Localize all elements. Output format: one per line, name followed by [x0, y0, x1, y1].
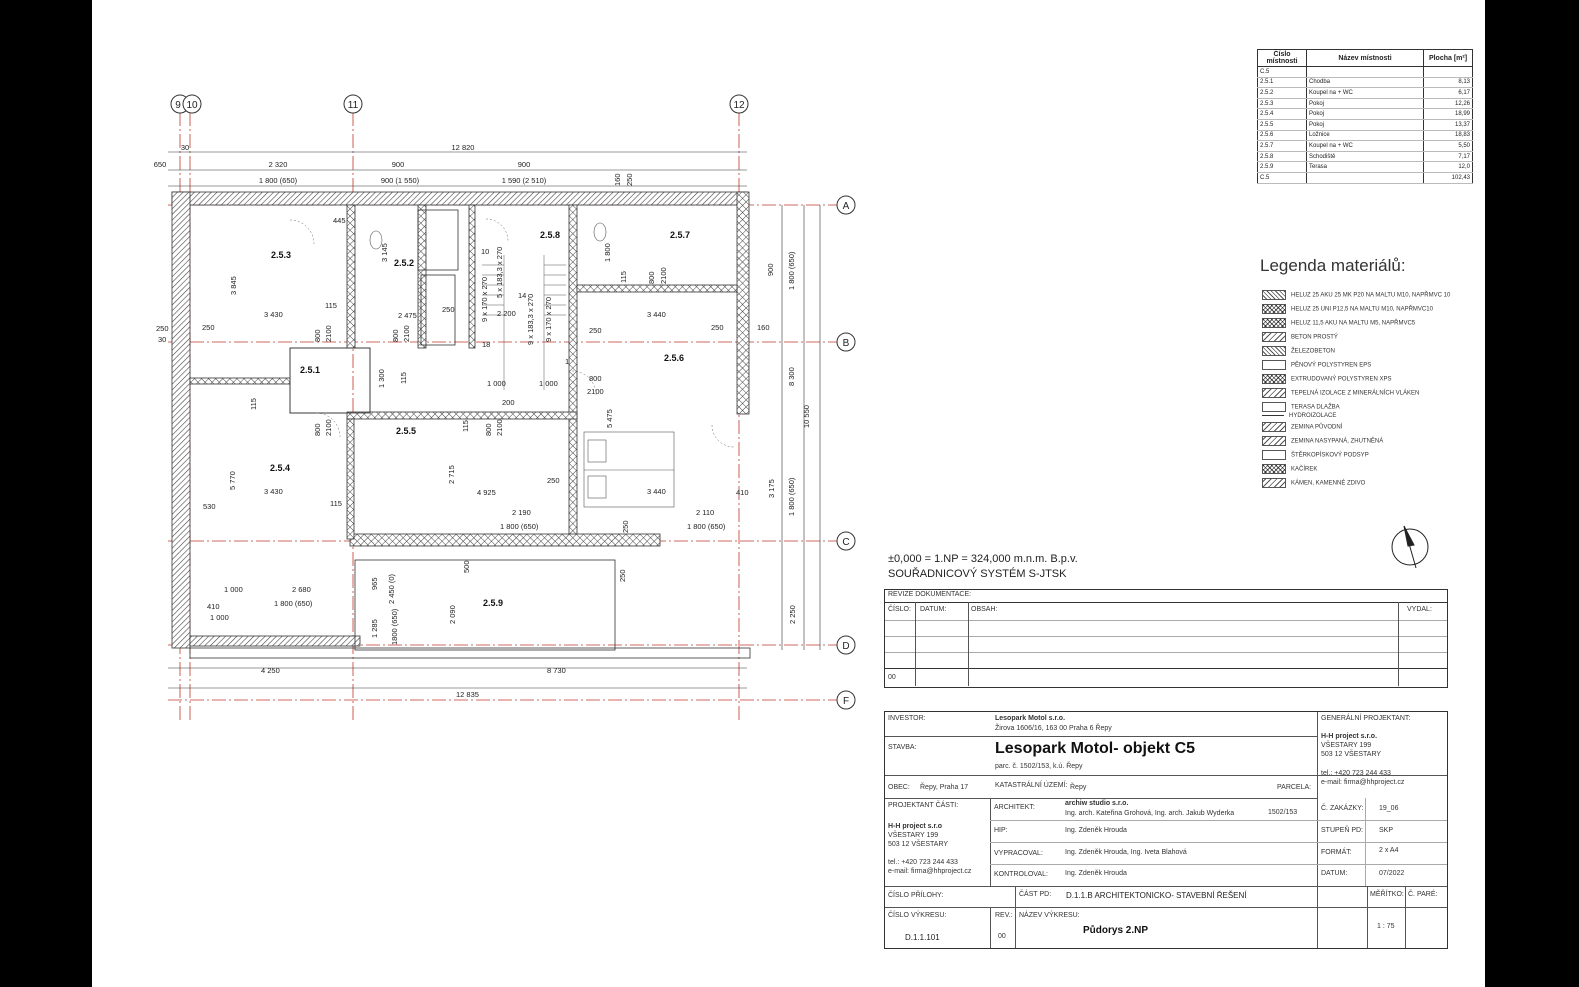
dim-text: 3 440: [647, 310, 666, 319]
format: 2 x A4: [1379, 847, 1399, 854]
section-designer-email: e-mail: firma@hhproject.cz: [888, 868, 972, 875]
dim-text: 30: [180, 143, 190, 152]
general-designer-email: e-mail: firma@hhproject.cz: [1321, 779, 1405, 786]
room-label: 2.5.7: [669, 230, 691, 240]
revision-col-header: VYDAL:: [1407, 606, 1432, 613]
datum-line: ±0,000 = 1.NP = 324,000 m.n.m. B.p.v.: [888, 553, 1078, 565]
general-designer-phone: tel.: +420 723 244 433: [1321, 770, 1391, 777]
room-label: 2.5.1: [299, 365, 321, 375]
investor-label: INVESTOR:: [888, 715, 926, 722]
dim-text: 1 800 (650): [274, 599, 313, 608]
project-label: STAVBA:: [888, 744, 917, 751]
dim-text: 10: [481, 247, 490, 256]
dim-text: 3 440: [647, 487, 666, 496]
dim-text: 5 475: [605, 409, 614, 428]
dim-text: 1 800 (650): [500, 522, 539, 531]
title-block: [884, 711, 1448, 949]
date: 07/2022: [1379, 870, 1405, 877]
room-label: 2.5.6: [663, 353, 685, 363]
parcel-number: 1502/153: [1268, 809, 1298, 816]
dim-text: 9 x 183,3 x 270: [526, 293, 535, 345]
legend-title: Legenda materiálů:: [1260, 256, 1406, 275]
dim-text: 900: [517, 160, 531, 169]
table-cell: 2.5.6: [1258, 130, 1307, 141]
dim-text: 900: [391, 160, 405, 169]
dim-text: 2100: [587, 387, 604, 396]
revision-table: [884, 589, 1448, 688]
table-row: [1258, 77, 1473, 88]
dim-text: 445: [333, 216, 346, 225]
copy-label: Č. PARÉ:: [1408, 891, 1438, 898]
dim-text: 3 175: [767, 479, 776, 498]
dim-text: 115: [461, 420, 470, 432]
dim-text: 1 800 (650): [787, 477, 796, 516]
revision-number: 00: [888, 674, 896, 681]
table-cell: Pokoj: [1307, 98, 1424, 109]
table-cell: 2.5.2: [1258, 88, 1307, 99]
dim-text: 250: [547, 476, 560, 485]
dim-text: 115: [249, 398, 258, 410]
section-designer-label: PROJEKTANT ČÁSTI:: [888, 802, 959, 809]
architect-people: Ing. arch. Kateřina Grohová, Ing. arch. Jakub Wyderka: [1065, 810, 1235, 817]
parcel-info: parc. č. 1502/153, k.ú. Řepy: [995, 763, 1083, 770]
dim-text: 410: [207, 602, 220, 611]
legend-item: ZEMINA NASYPANÁ, ZHUTNĚNÁ: [1262, 436, 1383, 446]
checked-by: Ing. Zdeněk Hrouda: [1065, 870, 1127, 877]
furniture: [370, 223, 674, 507]
general-designer-address: VŠESTARY 199: [1321, 742, 1372, 749]
drawing-number-label: ČÍSLO VÝKRESU:: [888, 912, 947, 919]
dim-text: 3 845: [229, 276, 238, 295]
dim-text: 115: [399, 372, 408, 384]
grid-label-b: B: [842, 338, 850, 349]
legend-item: KÁMEN, KAMENNÉ ZDIVO: [1262, 478, 1365, 488]
dim-text: 900 (1 550): [380, 176, 420, 185]
drawing-name-label: NÁZEV VÝKRESU:: [1019, 912, 1080, 919]
dim-text: 250: [589, 326, 602, 335]
dim-text: 2100: [495, 419, 504, 436]
dim-text: 250: [625, 173, 634, 186]
dim-text: 9 x 170 x 270: [544, 296, 553, 342]
dim-text: 12 820: [451, 143, 475, 152]
dim-text: 2 200: [497, 309, 516, 318]
dim-text: 800: [484, 423, 493, 436]
stage-label: STUPEŇ PD:: [1321, 827, 1364, 834]
dim-text: 2 190: [512, 508, 531, 517]
dim-text: 2 250: [788, 605, 797, 624]
grid-label-10: 10: [186, 100, 198, 111]
legend-item: BETON PROSTÝ: [1262, 332, 1338, 342]
table-cell: 12,0: [1424, 162, 1473, 173]
dim-text: 250: [621, 520, 630, 533]
part-name: D.1.1.B ARCHITEKTONICKO- STAVEBNÍ ŘEŠENÍ: [1066, 891, 1247, 900]
dim-text: 1 590 (2 510): [501, 176, 547, 185]
drawing-sheet: [92, 0, 1485, 987]
grid-label-d: D: [842, 641, 850, 652]
table-cell: 8,13: [1424, 77, 1473, 88]
table-row: [1258, 162, 1473, 173]
room-label: 2.5.9: [482, 598, 504, 608]
table-cell: 6,17: [1424, 88, 1473, 99]
hip-label: HIP:: [994, 827, 1008, 834]
order-label: Č. ZAKÁZKY:: [1321, 805, 1364, 812]
grid-label-a: A: [842, 201, 850, 212]
dim-text: 800: [313, 329, 322, 342]
dim-text: 900: [766, 263, 775, 276]
walls: [172, 192, 749, 648]
dim-text: 2100: [402, 325, 411, 342]
dim-text: 160: [613, 173, 622, 186]
table-row: [1258, 88, 1473, 99]
format-label: FORMÁT:: [1321, 849, 1352, 856]
table-cell: 2.5.8: [1258, 151, 1307, 162]
dim-text: 5 x 183,3 x 270: [495, 246, 504, 298]
dim-text: 250: [156, 324, 169, 333]
grid-label-11: 11: [347, 100, 359, 111]
dim-text: 8 300: [787, 367, 796, 386]
dim-text: 500: [462, 560, 471, 573]
table-cell: 2.5.1: [1258, 77, 1307, 88]
dim-text: 18: [482, 340, 491, 349]
legend-item: ZEMINA PŮVODNÍ: [1262, 422, 1342, 432]
room-label: 2.5.2: [393, 258, 415, 268]
table-cell: Koupel na + WC: [1307, 88, 1424, 99]
revision-col-header: OBSAH:: [971, 606, 998, 613]
grid-label-f: F: [842, 696, 850, 707]
table-cell: Pokoj: [1307, 109, 1424, 120]
general-designer-address: 503 12 VŠESTARY: [1321, 751, 1382, 758]
investor-name: Lesopark Motol s.r.o.: [995, 715, 1066, 722]
table-row: [1258, 151, 1473, 162]
dim-text: 1 800 (650): [258, 176, 298, 185]
architect-label: ARCHITEKT:: [994, 804, 1035, 811]
legend-item: KAČÍREK: [1262, 464, 1317, 474]
dim-text: 650: [153, 160, 167, 169]
checked-by-label: KONTROLOVAL:: [994, 871, 1048, 878]
table-cell: 13,37: [1424, 119, 1473, 130]
dim-text: 2 090: [448, 605, 457, 624]
project-name: Lesopark Motol- objekt C5: [995, 740, 1196, 757]
dim-text: 2100: [659, 267, 668, 284]
dim-text: 1 800 (650): [687, 522, 726, 531]
table-cell: 2.5.7: [1258, 141, 1307, 152]
part-label: ČÁST PD:: [1019, 891, 1052, 898]
parcel-label: PARCELA:: [1277, 784, 1312, 791]
grid-label-9: 9: [175, 100, 181, 111]
table-cell: Koupel na + WC: [1307, 141, 1424, 152]
room-schedule-table: [1257, 49, 1473, 184]
dim-text: 410: [736, 488, 749, 497]
table-cell: 2.5.3: [1258, 98, 1307, 109]
general-designer-label: GENERÁLNÍ PROJEKTANT:: [1321, 715, 1411, 722]
section-designer-address: VŠESTARY 199: [888, 832, 939, 839]
municipality: Řepy, Praha 17: [920, 784, 969, 791]
dim-text: 115: [325, 301, 337, 310]
drawing-number: D.1.1.101: [905, 933, 940, 942]
dim-text: 1 000: [224, 585, 243, 594]
dim-text: 250: [442, 305, 455, 314]
legend-item: PĚNOVÝ POLYSTYREN EPS: [1262, 360, 1371, 370]
dim-text: 5 770: [228, 471, 237, 490]
dim-text: 2100: [324, 325, 333, 342]
table-cell: 2.5.4: [1258, 109, 1307, 120]
legend-item: EXTRUDOVANÝ POLYSTYREN XPS: [1262, 374, 1391, 384]
dim-text: 2 715: [447, 465, 456, 484]
dim-text: 250: [202, 323, 215, 332]
legend-item: TERASA DLAŽBA: [1262, 402, 1340, 412]
section-designer-phone: tel.: +420 723 244 433: [888, 859, 958, 866]
dim-text: 1 800: [603, 243, 612, 262]
table-cell: Schodiště: [1307, 151, 1424, 162]
dim-text: 14: [518, 291, 527, 300]
general-designer-name: H-H project s.r.o.: [1321, 733, 1378, 740]
grid-label-12: 12: [733, 100, 745, 111]
dim-text: 1 000: [210, 613, 229, 622]
table-cell: C.5: [1258, 67, 1307, 78]
dim-text: 200: [502, 398, 515, 407]
dim-text: 800: [391, 329, 400, 342]
table-cell: 2.5.9: [1258, 162, 1307, 173]
dim-text: 12 835: [456, 690, 479, 699]
table-cell: 12,26: [1424, 98, 1473, 109]
table-cell: 18,99: [1424, 109, 1473, 120]
table-cell: 18,83: [1424, 130, 1473, 141]
room-label: 2.5.3: [270, 250, 292, 260]
table-row: [1258, 98, 1473, 109]
dim-text: 2 680: [292, 585, 311, 594]
revision-label: REV.:: [995, 912, 1013, 919]
room-label: 2.5.4: [269, 463, 291, 473]
room-label: 2.5.8: [539, 230, 561, 240]
dim-text: 3 430: [264, 310, 283, 319]
table-cell: C.5: [1258, 172, 1307, 183]
cadastral-area: Řepy: [1070, 784, 1087, 791]
date-label: DATUM:: [1321, 870, 1348, 877]
table-row: [1258, 119, 1473, 130]
legend-item: HELUZ 11,5 AKU NA MALTU M5, NAPŘMVC5: [1262, 318, 1415, 328]
dim-text: 2 110: [696, 508, 715, 517]
drawn-by: Ing. Zdeněk Hrouda, Ing. Iveta Blahová: [1065, 849, 1187, 856]
dim-text: 30: [158, 335, 167, 344]
dim-text: 8 730: [547, 666, 566, 675]
legend-item: HELUZ 25 UNI P12,5 NA MALTU M10, NAPŘMVC10: [1262, 304, 1433, 314]
legend-item: HELUZ 25 AKU 25 MK P20 NA MALTU M10, NAPŘMVC 10: [1262, 290, 1450, 300]
room-label: 2.5.5: [395, 426, 417, 436]
dim-text: 115: [619, 271, 628, 283]
dim-text: 1 300: [377, 369, 386, 388]
attachment-label: ČÍSLO PŘÍLOHY:: [888, 892, 944, 899]
coordinate-system: SOUŘADNICOVÝ SYSTÉM S-JTSK: [888, 568, 1067, 580]
legend-item: ŠTĚRKOPÍSKOVÝ PODSYP: [1262, 450, 1369, 460]
revision-number: 00: [998, 933, 1006, 940]
section-designer-name: H-H project s.r.o: [888, 823, 943, 830]
investor-address: Žirova 1606/16, 163 00 Praha 6 Řepy: [995, 725, 1112, 732]
dim-text: 2 320: [268, 160, 288, 169]
dim-text: 965: [370, 577, 379, 590]
stage: SKP: [1379, 827, 1394, 834]
cadastral-label: KATASTRÁLNÍ ÚZEMÍ:: [995, 782, 1068, 789]
dim-text: 4 250: [261, 666, 280, 675]
revision-col-header: ČÍSLO:: [888, 606, 911, 613]
col-header: Plocha [m²]: [1424, 50, 1473, 67]
legend-item: TEPELNÁ IZOLACE Z MINERÁLNÍCH VLÁKEN: [1262, 388, 1419, 398]
order-number: 19_06: [1379, 805, 1399, 812]
dim-text: 2 475: [398, 311, 417, 320]
dim-text: 2 450 (0): [387, 573, 396, 604]
col-header: Číslo místnosti: [1258, 50, 1307, 67]
dim-text: 10 550: [802, 405, 811, 428]
table-cell: 5,50: [1424, 141, 1473, 152]
drawn-by-label: VYPRACOVAL:: [994, 850, 1043, 857]
table-cell: Terasa: [1307, 162, 1424, 173]
dim-text: 1: [565, 357, 570, 366]
dim-text: 3 145: [380, 243, 389, 262]
dim-text: 9 x 170 x 270: [480, 276, 489, 322]
table-cell: 102,43: [1424, 172, 1473, 183]
revision-title: REVIZE DOKUMENTACE:: [888, 591, 972, 598]
section-designer-address: 503 12 VŠESTARY: [888, 841, 949, 848]
municipality-label: OBEC:: [888, 784, 910, 791]
legend-item: HYDROIZOLACE: [1262, 413, 1336, 419]
dim-text: 2100: [324, 419, 333, 436]
dim-text: 3 430: [264, 487, 283, 496]
table-row: [1258, 130, 1473, 141]
hip-name: Ing. Zdeněk Hrouda: [1065, 827, 1127, 834]
dim-text: 250: [618, 569, 627, 582]
dim-text: 530: [203, 502, 216, 511]
scale: 1 : 75: [1377, 923, 1395, 930]
dim-text: 800: [647, 271, 656, 284]
dim-text: 1 000: [487, 379, 506, 388]
scale-label: MĚŘÍTKO:: [1370, 891, 1404, 898]
table-row: [1258, 141, 1473, 152]
dim-text: 1 285: [370, 619, 379, 638]
table-cell: Ložnice: [1307, 130, 1424, 141]
dim-text: 115: [330, 499, 342, 508]
architect-name: archiw studio s.r.o.: [1065, 800, 1129, 807]
dim-text: 800: [313, 423, 322, 436]
col-header: Název místnosti: [1307, 50, 1424, 67]
drawing-name: Půdorys 2.NP: [1083, 925, 1149, 936]
table-cell: Pokoj: [1307, 119, 1424, 130]
table-row: [1258, 109, 1473, 120]
table-cell: 2.5.5: [1258, 119, 1307, 130]
north-arrow: [1392, 526, 1428, 568]
dim-text: 160: [757, 323, 770, 332]
dim-text: 250: [711, 323, 724, 332]
dim-text: 800: [589, 374, 602, 383]
legend-item: ŽELEZOBETON: [1262, 346, 1335, 356]
revision-col-header: DATUM:: [920, 606, 947, 613]
dim-text: 1 000: [539, 379, 558, 388]
dim-text: 1800 (650): [390, 608, 399, 645]
table-cell: 7,17: [1424, 151, 1473, 162]
table-cell: Chodba: [1307, 77, 1424, 88]
grid-label-c: C: [842, 537, 850, 548]
dim-text: 4 925: [477, 488, 496, 497]
dim-text: 1 800 (650): [787, 251, 796, 290]
